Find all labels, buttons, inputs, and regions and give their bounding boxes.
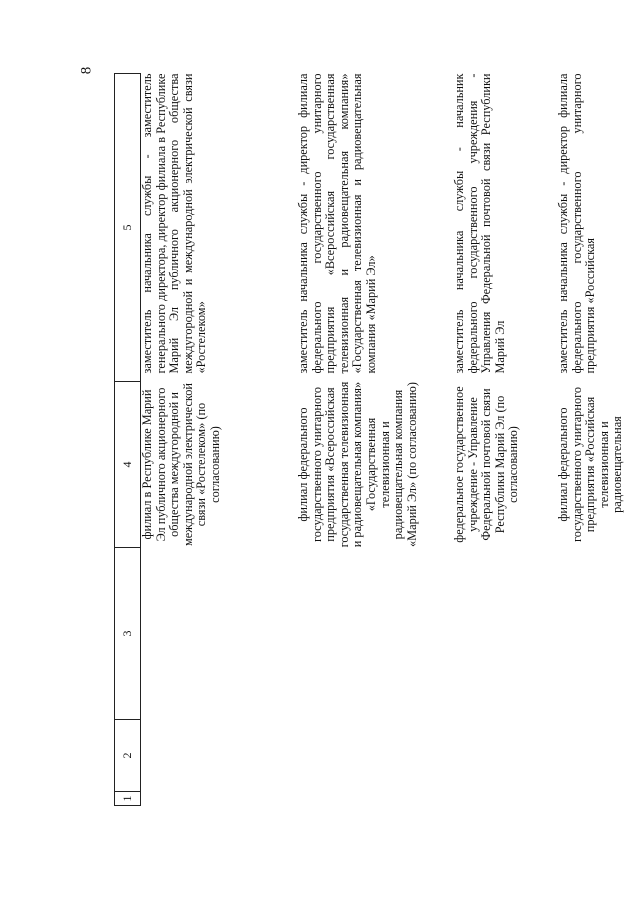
cell-col-3 [141,548,298,720]
cell-col-3 [297,548,453,720]
position-cell: заместитель начальника службы - директор филиала федерального государственного унитарного предприятия «Российская [556,73,598,374]
organization-cell: филиал федерального государственного унитарного предприятия «Всероссийская государственная телевизионная и радиовещательная компания» «Государственная телевизионная и радиовещательная компания «Марий Эл» (по согласованию) [296,381,419,548]
table-row [557,74,625,806]
cell-col-2 [557,720,625,792]
position-cell: заместитель начальника службы - заместитель генерального директора, директор филиала в Республике Марий Эл публичного акционерного общества междугородной и международной электрической связи «Ростелеком» [140,73,209,374]
position-cell: заместитель начальника службы - директор филиала федерального государственного унитарного предприятия «Всероссийская государственная телевизионная и радиовещательная компания» «Государственная телевизионная и радиовещательная компания «Марий Эл» [296,73,378,374]
organization-cell: филиал федерального государственного унитарного предприятия «Российская телевизионная и радиовещательная [556,386,625,543]
header-col-5: 5 [115,74,141,382]
header-col-3: 3 [115,548,141,720]
header-row [115,74,141,806]
cell-col-1 [557,792,625,806]
cell-col-3 [453,548,557,720]
cell-col-2 [141,720,298,792]
services-table [114,73,625,806]
cell-col-1 [297,792,453,806]
cell-col-1 [453,792,557,806]
position-cell: заместитель начальника службы - начальник федерального государственного учреждения - Управления Федеральной почтовой связи Республики Марий Эл [452,73,507,374]
cell-col-1 [141,792,298,806]
cell-col-2 [453,720,557,792]
organization-cell: филиал в Республике Марий Эл публичного акционерного общества междугородной и международной электрической связи «Ростелеком» (по согласованию) [140,383,222,546]
header-col-4: 4 [115,382,141,548]
organization-cell: федеральное государственное учреждение - Управление Федеральной почтовой связи Республики Марий Эл (по согласованию) [452,386,521,543]
cell-col-2 [297,720,453,792]
table-row [141,74,298,806]
rotated-table-container [114,73,625,806]
header-col-2: 2 [115,720,141,792]
cell-col-3 [557,548,625,720]
header-col-1: 1 [115,792,141,806]
page-number: 8 [78,66,95,75]
table-row [453,74,557,806]
table-row [297,74,453,806]
